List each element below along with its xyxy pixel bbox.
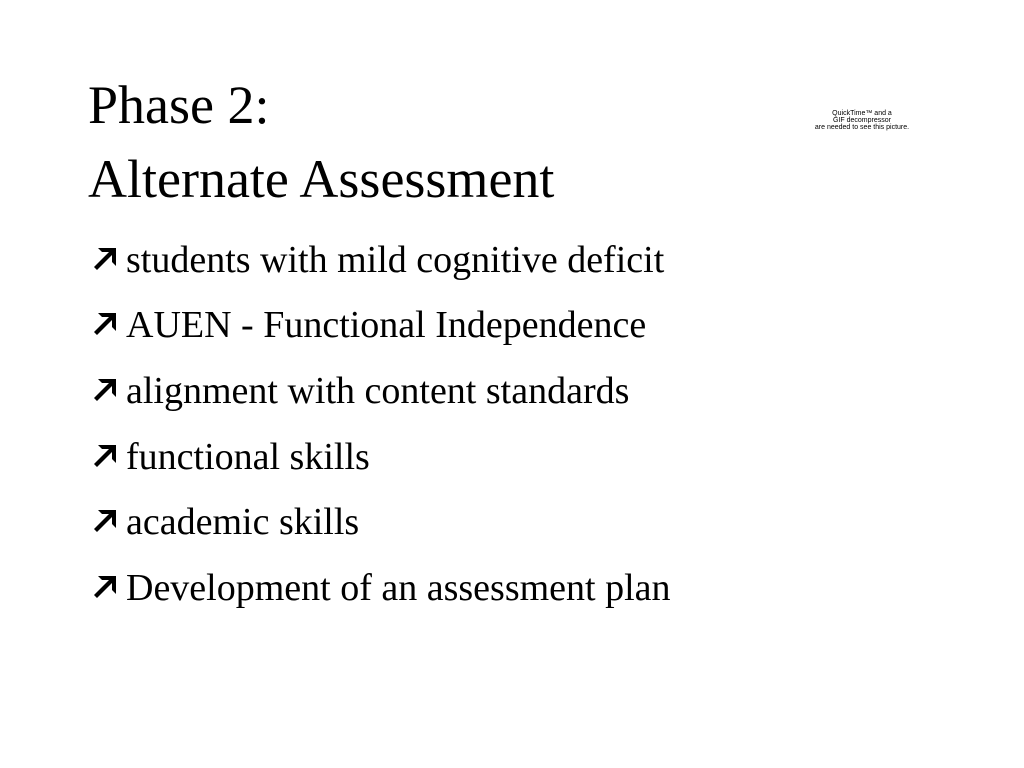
- bullet-text: Development of an assessment plan: [126, 566, 671, 609]
- northeast-arrow-icon: [90, 506, 126, 538]
- bullet-item-4: [90, 424, 671, 490]
- bullet-item-2: [90, 293, 671, 359]
- bullet-list: [90, 227, 671, 621]
- quicktime-placeholder-line-3: are needed to see this picture.: [814, 124, 910, 131]
- bullet-item-3: [90, 358, 671, 424]
- northeast-arrow-icon: [90, 309, 126, 341]
- bullet-text: alignment with content standards: [126, 369, 630, 412]
- northeast-arrow-icon: [90, 375, 126, 407]
- northeast-arrow-icon: [90, 572, 126, 604]
- bullet-item-1: [90, 227, 671, 293]
- bullet-item-6: [90, 555, 671, 621]
- northeast-arrow-icon: [90, 244, 126, 276]
- title-line-1: Phase 2:: [88, 75, 270, 135]
- northeast-arrow-icon: [90, 441, 126, 473]
- bullet-item-5: [90, 489, 671, 555]
- bullet-text: AUEN - Functional Independence: [126, 304, 647, 347]
- bullet-text: academic skills: [126, 501, 360, 544]
- slide-title: [88, 68, 554, 216]
- bullet-text: students with mild cognitive deficit: [126, 238, 665, 281]
- bullet-text: functional skills: [126, 435, 370, 478]
- quicktime-placeholder: [806, 110, 918, 131]
- quicktime-placeholder-line-2: GIF decompressor: [833, 117, 891, 124]
- title-line-2: Alternate Assessment: [88, 149, 555, 209]
- quicktime-placeholder-line-1: QuickTime™ and a: [832, 110, 892, 117]
